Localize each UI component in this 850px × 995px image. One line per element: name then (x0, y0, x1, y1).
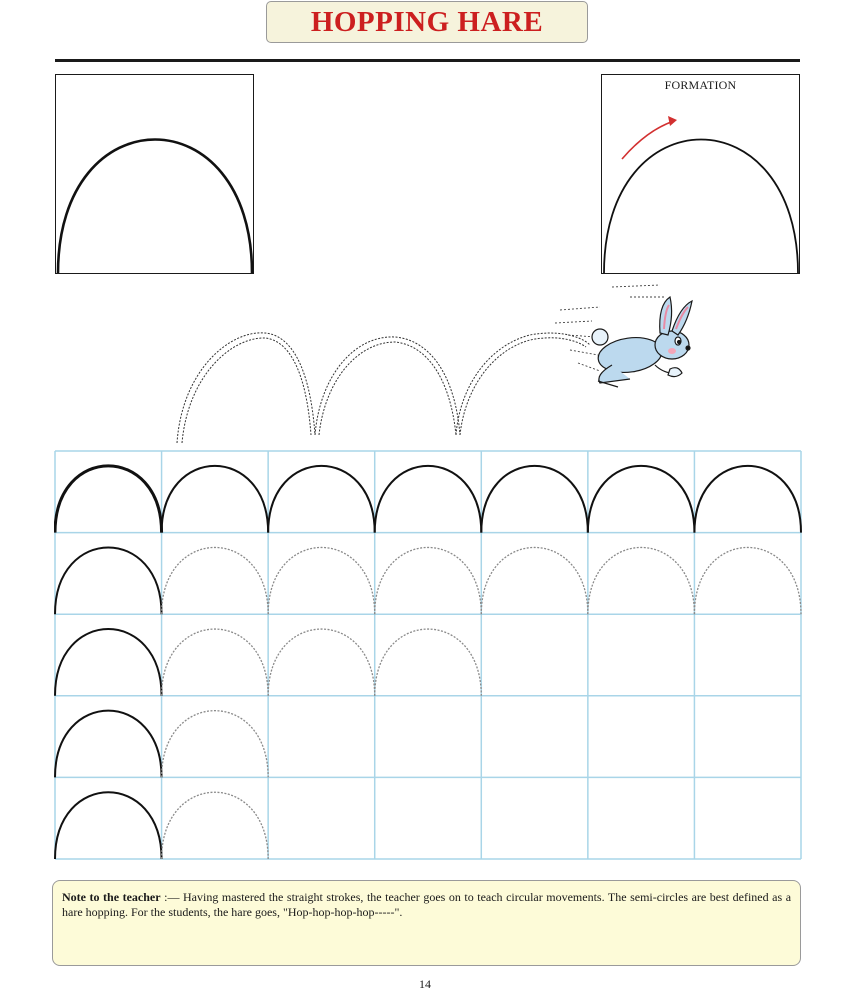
dotted-trace-semicircle (375, 547, 482, 614)
dotted-trace-semicircle (268, 547, 375, 614)
hopping-hare-scene (160, 275, 720, 450)
dotted-trace-semicircle (481, 547, 588, 614)
solid-semicircle (55, 792, 162, 859)
dotted-trace-semicircle (162, 792, 269, 859)
formation-semicircle (602, 75, 801, 275)
demo-semicircle-box (55, 74, 254, 274)
header-rule (55, 59, 800, 62)
solid-semicircle (481, 466, 588, 533)
solid-semicircle (55, 711, 162, 778)
page-number: 14 (419, 977, 431, 991)
solid-semicircle (55, 466, 162, 533)
practice-grid (54, 450, 802, 860)
dotted-trace-semicircle (268, 629, 375, 696)
demo-semicircle (56, 75, 255, 275)
solid-semicircle (55, 629, 162, 696)
dotted-trace-semicircle (694, 547, 801, 614)
teacher-note (52, 880, 801, 966)
solid-semicircle (268, 466, 375, 533)
note-separator: :— (164, 890, 180, 904)
solid-semicircle (55, 547, 162, 614)
solid-semicircle (694, 466, 801, 533)
formation-arrow-icon (622, 116, 677, 159)
note-text: Having mastered the straight strokes, the teacher goes on to teach circular movements. The semi-circles are best defined as a hare hopping. For the students, the hare goes, "Hop-hop-hop-hop-----". (62, 890, 792, 919)
hare-icon (592, 297, 692, 387)
dotted-trace-semicircle (162, 547, 269, 614)
hop-trail (177, 333, 590, 443)
formation-box (601, 74, 800, 274)
formation-label: FORMATION (664, 78, 737, 92)
solid-semicircle (162, 466, 269, 533)
page-title: HOPPING HARE (310, 5, 544, 38)
dotted-trace-semicircle (162, 629, 269, 696)
note-heading: Note to the teacher (62, 890, 161, 904)
dotted-trace-semicircle (375, 629, 482, 696)
solid-semicircle (588, 466, 695, 533)
dotted-trace-semicircle (588, 547, 695, 614)
solid-semicircle (375, 466, 482, 533)
dotted-trace-semicircle (162, 711, 269, 778)
title-box (266, 1, 588, 43)
